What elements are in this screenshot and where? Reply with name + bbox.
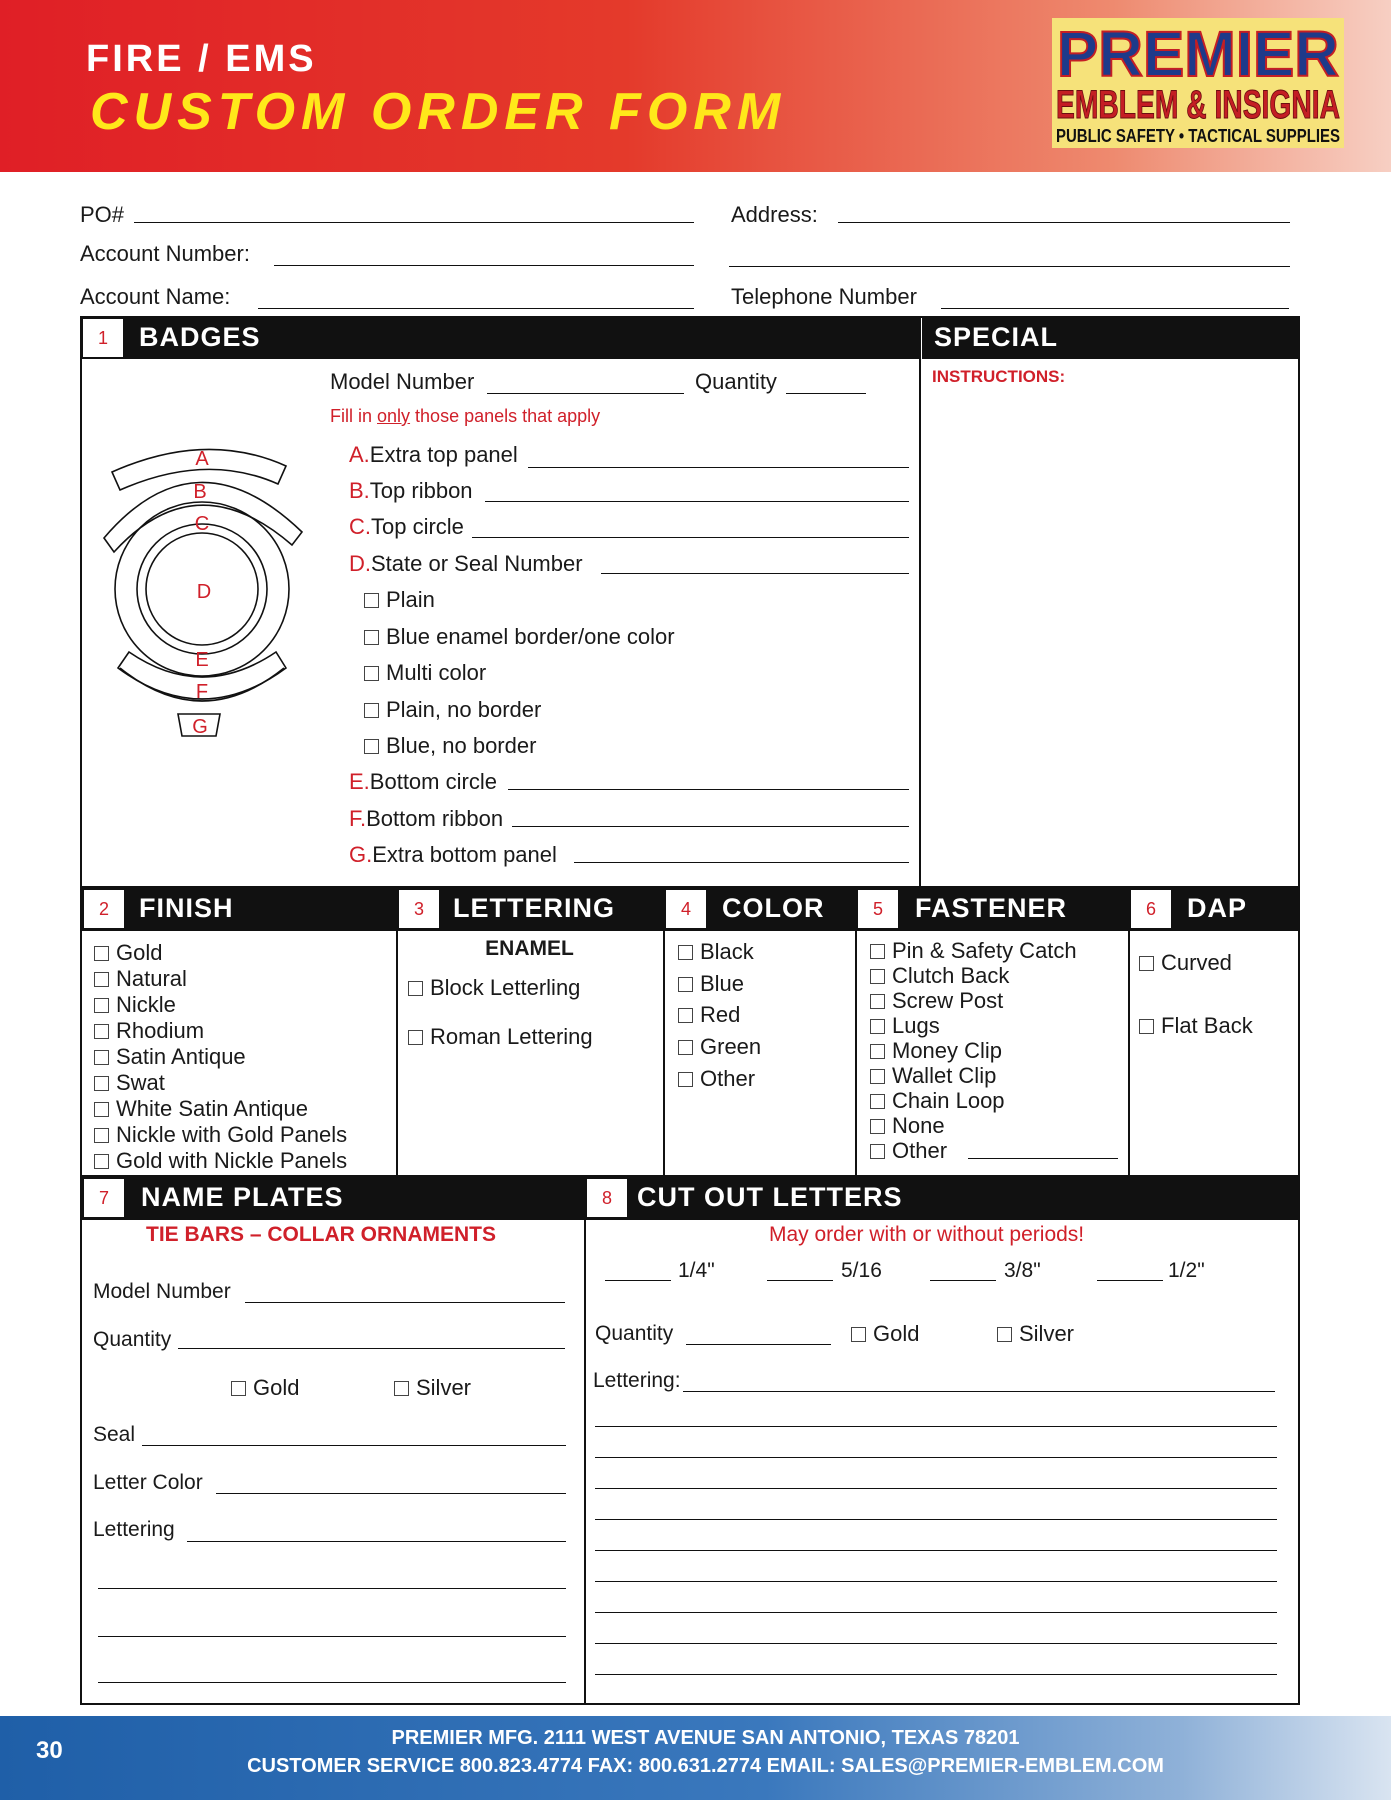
fastener-option-wallet-clip[interactable]	[870, 1063, 996, 1089]
badge-model-number-label: Model Number	[330, 369, 475, 394]
np-option-gold[interactable]	[231, 1375, 299, 1401]
badges-title: BADGES	[139, 322, 261, 352]
lettering-enamel-subtitle: ENAMEL	[485, 937, 574, 960]
fastener-option-other[interactable]	[870, 1138, 947, 1164]
divider-color-fastener	[855, 886, 857, 1177]
checkbox[interactable]	[1139, 1019, 1154, 1034]
section-number-5: 5	[858, 890, 898, 928]
checkbox[interactable]	[94, 1076, 109, 1091]
lettering-option-roman[interactable]	[408, 1024, 593, 1050]
badge-diagram	[96, 440, 316, 750]
option-label: Silver	[1019, 1321, 1075, 1346]
color-option-red[interactable]	[678, 1002, 740, 1028]
co-lettering-line[interactable]	[595, 1457, 1277, 1458]
fill-note	[330, 406, 600, 427]
badge-quantity-field[interactable]	[786, 393, 866, 394]
checkbox[interactable]	[678, 945, 693, 960]
checkbox[interactable]	[364, 703, 379, 718]
divider-lettering-color	[663, 886, 665, 1177]
size-half-label: 1/2"	[1168, 1259, 1205, 1282]
np-letter-color-label: Letter Color	[93, 1471, 203, 1494]
special-title: SPECIAL	[934, 322, 1059, 352]
fastener-option-screw-post[interactable]	[870, 988, 1003, 1014]
panel-e-text: Bottom circle	[369, 769, 497, 794]
header-title: CUSTOM ORDER FORM	[90, 83, 787, 141]
option-label: Blue enamel border/one color	[386, 624, 675, 649]
checkbox[interactable]	[408, 981, 423, 996]
finish-option-nickle[interactable]	[94, 992, 176, 1018]
fill-note-only: only	[377, 406, 411, 426]
np-option-silver[interactable]	[394, 1375, 471, 1401]
option-label: None	[892, 1113, 945, 1138]
size-five-sixteenths-field[interactable]	[767, 1280, 833, 1281]
fastener-option-none[interactable]	[870, 1113, 945, 1139]
option-label: Blue, no border	[386, 733, 537, 758]
diagram-letter-g: G	[192, 716, 208, 738]
account-number-label: Account Number:	[80, 241, 250, 266]
option-label: Multi color	[386, 660, 487, 685]
option-label: Nickle with Gold Panels	[116, 1122, 348, 1147]
panel-d-label	[349, 551, 583, 577]
panel-f-field[interactable]	[512, 826, 909, 827]
np-lettering-label: Lettering	[93, 1518, 175, 1541]
fastener-option-pin-safety-catch[interactable]	[870, 938, 1077, 964]
checkbox[interactable]	[870, 1094, 885, 1109]
co-lettering-line[interactable]	[595, 1426, 1277, 1427]
name-plates-title: NAME PLATES	[141, 1182, 344, 1212]
checkbox[interactable]	[678, 1040, 693, 1055]
divider-finish-lettering	[396, 886, 398, 1177]
checkbox[interactable]	[870, 944, 885, 959]
special-instructions-label: INSTRUCTIONS:	[932, 367, 1066, 386]
panel-f-text: Bottom ribbon	[366, 806, 504, 831]
np-model-number-field[interactable]	[245, 1302, 565, 1303]
seal-option-blue-enamel[interactable]	[364, 624, 675, 650]
panel-c-text: Top circle	[371, 514, 464, 539]
bottom-sections	[80, 1175, 1300, 1705]
divider-nameplates-cutout	[584, 1175, 586, 1705]
panel-g-label	[349, 842, 557, 868]
np-lettering-field[interactable]	[187, 1541, 566, 1542]
option-label: Green	[700, 1034, 762, 1059]
lettering-option-block[interactable]	[408, 975, 580, 1001]
option-label: Rhodium	[116, 1018, 205, 1043]
co-lettering-line[interactable]	[595, 1674, 1277, 1675]
account-name-label: Account Name:	[80, 284, 231, 309]
size-quarter-field[interactable]	[605, 1280, 671, 1281]
seal-option-multi-color[interactable]	[364, 660, 486, 686]
checkbox[interactable]	[94, 1102, 109, 1117]
diagram-letter-a: A	[195, 448, 209, 470]
checkbox[interactable]	[364, 666, 379, 681]
co-option-silver[interactable]	[997, 1321, 1074, 1347]
np-model-number-label: Model Number	[93, 1280, 231, 1303]
np-quantity-label: Quantity	[93, 1328, 172, 1351]
panel-e-field[interactable]	[508, 789, 909, 790]
name-plates-subtitle: TIE BARS – COLLAR ORNAMENTS	[146, 1223, 497, 1246]
option-label: Nickle	[116, 992, 176, 1017]
checkbox[interactable]	[364, 593, 379, 608]
finish-title: FINISH	[139, 893, 234, 923]
co-quantity-label: Quantity	[595, 1322, 674, 1345]
fastener-option-money-clip[interactable]	[870, 1038, 1002, 1064]
option-label: Plain	[386, 587, 435, 612]
page-number: 30	[36, 1737, 63, 1764]
option-label: Gold	[873, 1321, 920, 1346]
option-label: Flat Back	[1161, 1013, 1253, 1038]
color-title: COLOR	[722, 893, 825, 923]
option-label: Chain Loop	[892, 1088, 1005, 1113]
diagram-letter-e: E	[195, 649, 209, 671]
panel-b-text: Top ribbon	[369, 478, 473, 503]
dap-option-curved[interactable]	[1139, 950, 1232, 976]
checkbox[interactable]	[870, 1019, 885, 1034]
option-label: White Satin Antique	[116, 1096, 309, 1121]
address-field-line2[interactable]	[729, 266, 1290, 267]
telephone-field[interactable]	[941, 308, 1289, 309]
checkbox[interactable]	[870, 1044, 885, 1059]
finish-option-white-satin-antique[interactable]	[94, 1096, 308, 1122]
co-lettering-line[interactable]	[595, 1488, 1277, 1489]
panel-a-label	[349, 442, 518, 468]
option-label: Gold with Nickle Panels	[116, 1148, 348, 1173]
panel-g-text: Extra bottom panel	[372, 842, 557, 867]
option-label: Curved	[1161, 950, 1232, 975]
option-label: Red	[700, 1002, 741, 1027]
header-subtitle: FIRE / EMS	[86, 38, 317, 80]
checkbox[interactable]	[870, 969, 885, 984]
checkbox[interactable]	[870, 1069, 885, 1084]
po-field[interactable]	[134, 222, 694, 223]
color-option-green[interactable]	[678, 1034, 761, 1060]
fastener-option-chain-loop[interactable]	[870, 1088, 1005, 1114]
np-lettering-line[interactable]	[98, 1636, 566, 1637]
co-option-gold[interactable]	[851, 1321, 919, 1347]
fill-note-after: those panels that apply	[410, 406, 601, 426]
diagram-letter-d: D	[196, 581, 212, 603]
np-quantity-field[interactable]	[178, 1348, 565, 1349]
checkbox[interactable]	[94, 1024, 109, 1039]
account-number-field[interactable]	[274, 265, 694, 266]
co-quantity-field[interactable]	[686, 1344, 831, 1345]
size-three-eighths-field[interactable]	[930, 1280, 996, 1281]
finish-option-rhodium[interactable]	[94, 1018, 204, 1044]
finish-option-natural[interactable]	[94, 966, 187, 992]
option-label: Roman Lettering	[430, 1024, 593, 1049]
checkbox[interactable]	[94, 998, 109, 1013]
panel-a-field[interactable]	[528, 467, 909, 468]
badge-quantity-label: Quantity	[695, 369, 777, 394]
option-label: Black	[700, 939, 754, 964]
panel-e-label	[349, 769, 497, 795]
option-label: Other	[700, 1066, 756, 1091]
panel-e-letter: E.	[349, 769, 370, 794]
option-label: Satin Antique	[116, 1044, 246, 1069]
co-lettering-line[interactable]	[595, 1519, 1277, 1520]
option-label: Pin & Safety Catch	[892, 938, 1077, 963]
panel-d-field[interactable]	[601, 573, 909, 574]
checkbox[interactable]	[94, 1050, 109, 1065]
option-label: Silver	[416, 1375, 472, 1400]
dap-title: DAP	[1187, 893, 1248, 923]
np-lettering-line[interactable]	[98, 1588, 566, 1589]
fastener-option-clutch-back[interactable]	[870, 963, 1009, 989]
finish-option-swat[interactable]	[94, 1070, 165, 1096]
cut-out-letters-title: CUT OUT LETTERS	[637, 1182, 903, 1212]
panel-g-field[interactable]	[574, 862, 909, 863]
section-number-8: 8	[587, 1179, 627, 1217]
size-half-field[interactable]	[1097, 1280, 1163, 1281]
seal-option-plain-no-border[interactable]	[364, 697, 541, 723]
logo-line2: EMBLEM & INSIGNIA	[1056, 83, 1340, 127]
section-number-1: 1	[83, 319, 123, 357]
lettering-title: LETTERING	[453, 893, 615, 923]
finish-option-gold-nickle-panels[interactable]	[94, 1148, 347, 1174]
checkbox[interactable]	[408, 1030, 423, 1045]
color-option-black[interactable]	[678, 939, 754, 965]
panel-b-label	[349, 478, 473, 504]
account-name-field[interactable]	[258, 308, 694, 309]
co-lettering-line[interactable]	[595, 1581, 1277, 1582]
size-five-sixteenths-label: 5/16	[841, 1259, 882, 1282]
panel-f-letter: F.	[349, 806, 367, 831]
checkbox[interactable]	[678, 1008, 693, 1023]
checkbox[interactable]	[94, 1128, 109, 1143]
section-number-4: 4	[666, 890, 706, 928]
size-quarter-label: 1/4"	[678, 1259, 715, 1282]
option-label: Block Letterling	[430, 975, 581, 1000]
section-number-6: 6	[1131, 890, 1171, 928]
finish-option-gold[interactable]	[94, 940, 162, 966]
option-label: Plain, no border	[386, 697, 542, 722]
panel-b-letter: B.	[349, 478, 370, 503]
color-option-other[interactable]	[678, 1066, 755, 1092]
checkbox[interactable]	[94, 946, 109, 961]
np-seal-field[interactable]	[142, 1445, 566, 1446]
co-lettering-line[interactable]	[595, 1612, 1277, 1613]
panel-d-letter: D.	[349, 551, 371, 576]
np-seal-label: Seal	[93, 1423, 136, 1446]
checkbox[interactable]	[394, 1381, 409, 1396]
checkbox[interactable]	[678, 977, 693, 992]
po-label: PO#	[80, 202, 125, 227]
footer-contact: CUSTOMER SERVICE 800.823.4774 FAX: 800.631.2774 EMAIL: SALES@PREMIER-EMBLEM.COM	[247, 1755, 1164, 1777]
option-label: Other	[892, 1138, 948, 1163]
option-label: Wallet Clip	[892, 1063, 997, 1088]
fastener-option-lugs[interactable]	[870, 1013, 940, 1039]
panel-d-text: State or Seal Number	[371, 551, 583, 576]
section-number-7: 7	[84, 1179, 124, 1217]
divider-fastener-dap	[1128, 886, 1130, 1177]
logo-line3: PUBLIC SAFETY • TACTICAL SUPPLIES	[1056, 126, 1340, 146]
footer-address: PREMIER MFG. 2111 WEST AVENUE SAN ANTONIO, TEXAS 78201	[391, 1727, 1020, 1749]
diagram-letter-f: F	[195, 681, 209, 703]
checkbox[interactable]	[94, 972, 109, 987]
co-lettering-label: Lettering:	[593, 1369, 681, 1392]
co-lettering-line[interactable]	[595, 1643, 1277, 1644]
address-field[interactable]	[838, 222, 1290, 223]
checkbox[interactable]	[870, 1144, 885, 1159]
option-label: Natural	[116, 966, 187, 991]
finish-option-nickle-gold-panels[interactable]	[94, 1122, 347, 1148]
panel-c-letter: C.	[349, 514, 371, 539]
checkbox[interactable]	[1139, 956, 1154, 971]
panel-a-letter: A.	[349, 442, 370, 467]
option-label: Clutch Back	[892, 963, 1010, 988]
checkbox[interactable]	[364, 630, 379, 645]
diagram-letter-b: B	[193, 481, 207, 503]
checkbox[interactable]	[870, 1119, 885, 1134]
panel-c-label	[349, 514, 464, 540]
option-label: Swat	[116, 1070, 165, 1095]
section-number-2: 2	[84, 890, 124, 928]
option-label: Gold	[253, 1375, 300, 1400]
fill-note-before: Fill in	[330, 406, 378, 426]
checkbox[interactable]	[678, 1072, 693, 1087]
co-lettering-line[interactable]	[595, 1550, 1277, 1551]
checkbox[interactable]	[364, 739, 379, 754]
option-label: Lugs	[892, 1013, 940, 1038]
fastener-other-field[interactable]	[968, 1158, 1118, 1159]
size-three-eighths-label: 3/8"	[1004, 1259, 1041, 1282]
seal-option-blue-no-border[interactable]	[364, 733, 536, 759]
checkbox[interactable]	[997, 1327, 1012, 1342]
seal-option-plain[interactable]	[364, 587, 435, 613]
co-lettering-field[interactable]	[683, 1391, 1275, 1392]
panel-b-field[interactable]	[485, 501, 909, 502]
badge-model-number-field[interactable]	[487, 393, 684, 394]
premier-logo	[1052, 18, 1344, 148]
dap-option-flat-back[interactable]	[1139, 1013, 1253, 1039]
checkbox[interactable]	[94, 1154, 109, 1169]
option-label: Blue	[700, 971, 745, 996]
logo-line1: PREMIER	[1057, 18, 1339, 90]
badges-special-divider	[919, 316, 921, 888]
checkbox[interactable]	[851, 1327, 866, 1342]
panel-f-label	[349, 806, 503, 832]
option-label: Money Clip	[892, 1038, 1003, 1063]
diagram-letter-c: C	[194, 513, 210, 535]
panel-a-text: Extra top panel	[369, 442, 518, 467]
checkbox[interactable]	[231, 1381, 246, 1396]
address-label: Address:	[731, 202, 818, 227]
fastener-title: FASTENER	[915, 893, 1068, 923]
np-lettering-line[interactable]	[98, 1682, 566, 1683]
finish-option-satin-antique[interactable]	[94, 1044, 246, 1070]
telephone-label: Telephone Number	[731, 284, 917, 309]
np-letter-color-field[interactable]	[216, 1493, 566, 1494]
option-label: Screw Post	[892, 988, 1004, 1013]
cut-out-note: May order with or without periods!	[769, 1223, 1085, 1246]
panel-g-letter: G.	[349, 842, 373, 867]
panel-c-field[interactable]	[472, 537, 909, 538]
option-label: Gold	[116, 940, 163, 965]
section-number-3: 3	[399, 890, 439, 928]
color-option-blue[interactable]	[678, 971, 744, 997]
checkbox[interactable]	[870, 994, 885, 1009]
